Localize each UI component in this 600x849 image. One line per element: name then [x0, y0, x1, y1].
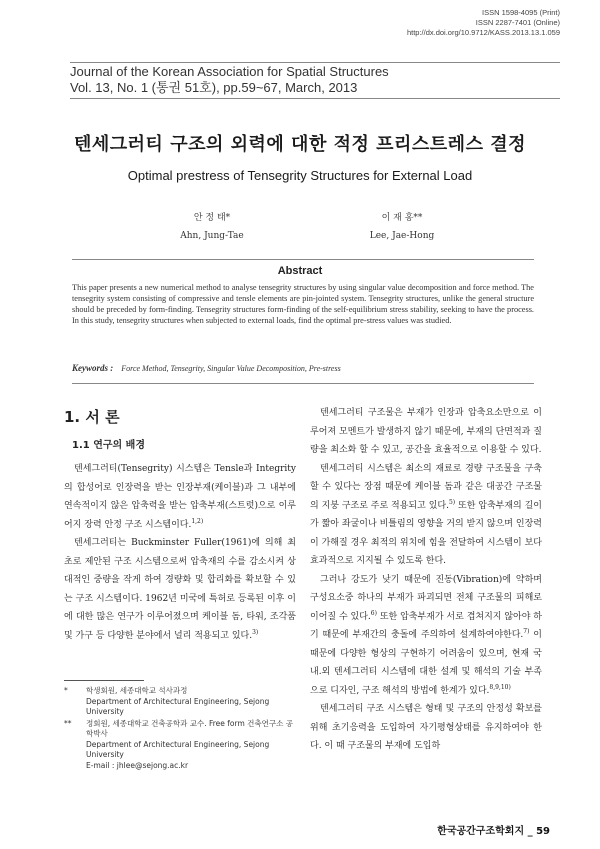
abstract-body: This paper presents a new numerical method to analyse tensegrity structures by using singular value decomposition and force method. The tensegrity system consisting of compressive and tensle elements are pin-jointed system. Tensegrity structures, unlike the general structure should be preceded by form-finding. Tensegrity structures form-finding of the self-equilibrium stress stability, seeking to have the process. In this study, tensegrity structures when subjected to external loads, find the optimal pre-stress values was studied.: [72, 283, 534, 325]
issn-print: ISSN 1598-4095 (Print): [482, 8, 560, 17]
right-paragraph-1: 텐세그러티 구조물은 부재가 인장과 압축요소만으로 이루어져 모멘트가 발생하지 않기 때문에, 부재의 단면적과 질량을 최소화 할 수 있고, 공간을 효율적으로 이용할 수 있다.: [310, 408, 542, 455]
issn-block: [407, 8, 560, 38]
abstract-heading: Abstract: [277, 265, 323, 277]
right-paragraph-2: 텐세그러티 시스템은 최소의 재료로 경량 구조물을 구축할 수 있다는 장점 때문에 케이블 돔과 같은 대공간 구조물의 지붕 구조로 주로 적용되고 있다.$^{5)}$ 또한 압축부재의 길이가 짧아 좌굴이나 비틀림의 영향을 거의 받지 않으며 인장력이 가해질 경우 최적의 위치에 힘을 전달하여 시스템이 보다 효과적으로 지지될 수 있도록 한다.: [310, 463, 542, 566]
right-paragraph-3: 그러나 강도가 낮기 때문에 진동(Vibration)에 약하며 구성요소중 하나의 부재가 파괴되면 전체 구조물의 피해로 이어질 수 있다.$^{6)}$ 또한 압축부재가 서로 겹쳐지지 않아야 하기 때문에 부재간의 충돌에 주의하여 설계하여야한다.$^{7)}$ 이 때문에 다양한 형상의 구현하기 어려움이 있으며, 현재 국내.외 텐세그러티 시스템에 대한 설계 및 해석의 기술 부족으로 디자인, 구조 해석의 방법에 한계가 있다.$^{8,9,10)}$: [310, 574, 542, 696]
section-heading: 1. 서 론: [64, 408, 120, 426]
abstract-rule: [72, 259, 534, 260]
footnote-2-line2: Department of Architectural Engineering, Sejong University: [86, 739, 270, 759]
keywords: [72, 363, 341, 373]
header-top-rule: [70, 62, 560, 63]
paper-title-korean: 텐세그러티 구조의 외력에 대한 적정 프리스트레스 결정: [73, 134, 527, 155]
subsection-heading: 1.1 연구의 배경: [72, 440, 145, 451]
doi-link[interactable]: http://dx.doi.org/10.9712/KASS.2013.13.1.059: [406, 28, 560, 37]
footnote-1-line2: Department of Architectural Engineering, Sejong University: [86, 696, 270, 716]
left-paragraph-2: 텐세그러티는 Buckminster Fuller(1961)에 의해 최초로 제안된 구조 시스템으로써 압축재의 수를 감소시켜 상대적인 중량을 작게 하여 경량화 및 합리화를 확보할 수 있는 구조 시스템이다. 1962년 미국에 특허로 등록된 이후 이에 대한 많은 연구가 이루어졌으며 케이블 돔, 타워, 조각품 및 가구 등 다양한 분야에서 널리 적용되고 있다.$^{3)}$: [64, 538, 296, 641]
author-2-english: Lee, Jae-Hong: [369, 231, 435, 241]
keywords-rule: [72, 383, 534, 384]
footnote-2-line1: 정회원, 세종대학교 건축공학과 교수. Free form 건축연구소 공학박사: [86, 718, 294, 738]
issn-online: ISSN 2287-7401 (Online): [475, 18, 560, 27]
keywords-label: Keywords :: [72, 363, 114, 373]
author-1: [132, 209, 292, 245]
journal-issue: Vol. 13, No. 1 (통권 51호), pp.59~67, March, 2013: [70, 80, 358, 95]
right-paragraph-4: 텐세그러티 구조 시스템은 형태 및 구조의 안정성 확보를 위해 초기응력을 도입하여 자기평형상태를 유지하여야 한다. 이 때 구조물의 부재에 도입하: [310, 704, 542, 751]
footnote-2-mark: **: [64, 718, 72, 728]
keywords-text: Force Method, Tensegrity, Singular Value Decomposition, Pre-stress: [121, 364, 341, 373]
footnote-1-mark: *: [64, 686, 68, 695]
author-1-english: Ahn, Jung-Tae: [180, 231, 244, 241]
footnotes: [64, 686, 296, 772]
journal-name: Journal of the Korean Association for Spatial Structures: [70, 64, 389, 79]
header-bottom-rule: [70, 98, 560, 99]
page-footer: 한국공간구조학회지 _ 59: [437, 826, 550, 837]
footnote-rule: [64, 680, 144, 681]
left-paragraph-1: 텐세그러티(Tensegrity) 시스템은 Tensle과 Integrity의 합성어로 인장력을 받는 인장부재(케이블)과 그 내부에 연속적이지 않은 압축력을 받는 압축부재(스트럿)으로 이루어지 장력 안정 구조 시스템이다.$^{1,2)}$: [64, 464, 296, 530]
footnote-2-email[interactable]: E-mail : jhlee@sejong.ac.kr: [86, 760, 189, 770]
footnote-1-line1: 학생회원, 세종대학교 석사과정: [86, 686, 188, 695]
left-column: [64, 460, 296, 645]
paper-title-english: Optimal prestress of Tensegrity Structures for External Load: [127, 168, 473, 183]
footnote-2: [64, 719, 296, 772]
right-column: [310, 404, 542, 756]
author-1-korean: 안 정 태*: [193, 213, 231, 223]
author-2: [322, 209, 482, 245]
journal-info: [70, 64, 389, 96]
footnote-1: [64, 686, 296, 718]
author-2-korean: 이 재 홍**: [381, 213, 423, 223]
